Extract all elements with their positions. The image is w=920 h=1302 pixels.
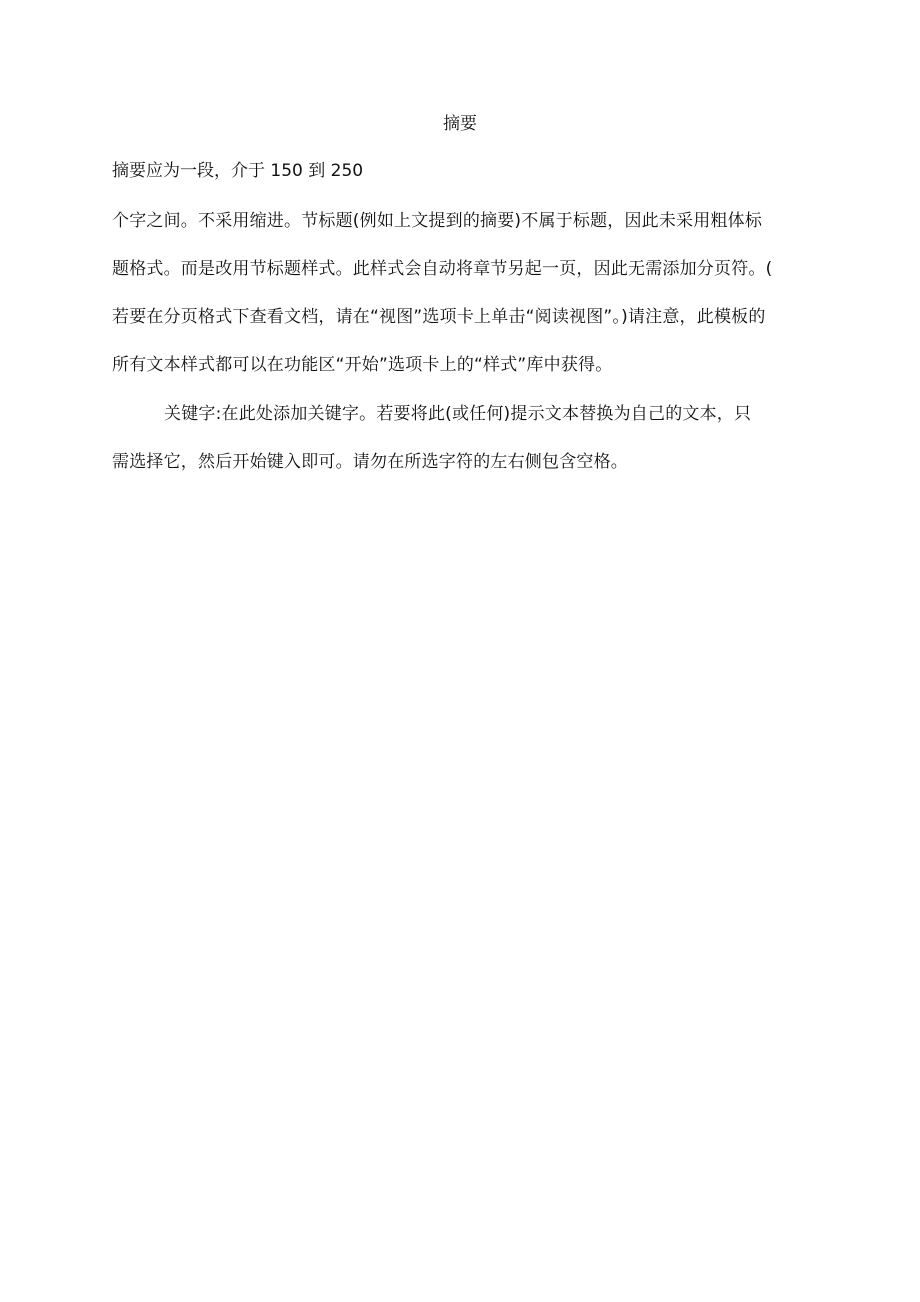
- abstract-line: 个字之间。不采用缩进。节标题(例如上文提到的摘要)不属于标题，因此未采用粗体标: [112, 211, 763, 231]
- abstract-line: 所有文本样式都可以在功能区“开始”选项卡上的“样式”库中获得。: [112, 355, 613, 375]
- abstract-paragraph: [112, 197, 812, 389]
- keywords-line: 关键字:在此处添加关键字。若要将此(或任何)提示文本替换为自己的文本，只: [164, 404, 752, 424]
- abstract-line: 题格式。而是改用节标题样式。此样式会自动将章节另起一页，因此无需添加分页符。(: [112, 259, 773, 279]
- keywords-paragraph: [112, 390, 812, 486]
- abstract-first-line: 摘要应为一段，介于 150 到 250: [112, 161, 364, 181]
- keywords-line: 需选择它，然后开始键入即可。请勿在所选字符的左右侧包含空格。: [112, 452, 628, 472]
- abstract-heading: 摘要: [443, 114, 477, 134]
- abstract-line: 若要在分页格式下查看文档，请在“视图”选项卡上单击“阅读视图”。)请注意，此模板的: [112, 307, 766, 327]
